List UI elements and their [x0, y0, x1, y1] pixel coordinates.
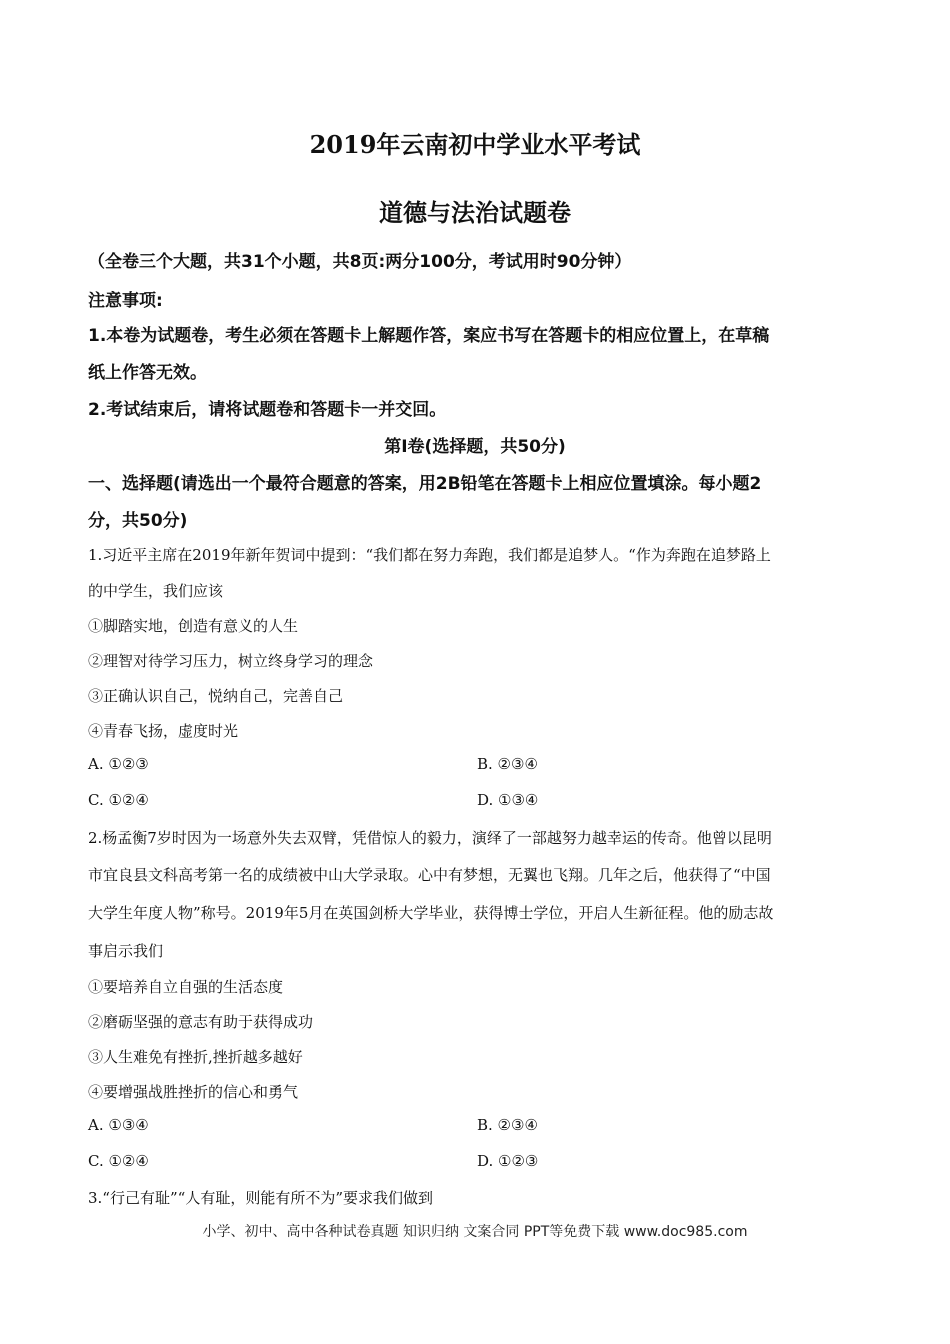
page-title: 2019年云南初中学业水平考试 [309, 130, 641, 159]
question-1-option-c: C. ①②④ [88, 791, 149, 809]
question-1-item: ③正确认识自己，悦纳自己，完善自己 [88, 687, 344, 705]
part-heading-cont: 分，共50分) [88, 511, 188, 531]
exam-info: （全卷三个大题，共31个小题，共8页:两分100分，考试用时90分钟） [88, 252, 632, 272]
question-1-stem: 1.习近平主席在2019年新年贺词中提到：“我们都在努力奔跑，我们都是追梦人。“作为奔跑在追梦路上 [88, 546, 771, 564]
question-1-item: ①脚踏实地，创造有意义的人生 [88, 617, 299, 635]
notice-heading: 注意事项: [88, 291, 163, 311]
notice-item-1-cont: 纸上作答无效。 [88, 363, 207, 383]
question-1-option-b: B. ②③④ [477, 755, 538, 773]
question-2-option-a: A. ①③④ [88, 1116, 149, 1134]
question-2-item: ①要培养自立自强的生活态度 [88, 978, 284, 996]
question-1-option-d: D. ①③④ [477, 791, 539, 809]
question-2-option-d: D. ①②③ [477, 1152, 539, 1170]
notice-item-2: 2.考试结束后，请将试题卷和答题卡一并交回。 [88, 400, 447, 420]
question-2-item: ③人生难免有挫折,挫折越多越好 [88, 1048, 303, 1066]
question-2-item: ②磨砺坚强的意志有助于获得成功 [88, 1013, 314, 1031]
question-2-item: ④要增强战胜挫折的信心和勇气 [88, 1083, 299, 1101]
question-3-stem: 3.“行己有耻”“人有耻，则能有所不为”要求我们做到 [88, 1189, 433, 1207]
page-subtitle: 道德与法治试题卷 [379, 198, 571, 227]
question-2-option-b: B. ②③④ [477, 1116, 538, 1134]
question-1-item: ④青春飞扬，虚度时光 [88, 722, 239, 740]
section-title: 第Ⅰ卷(选择题，共50分) [384, 437, 566, 457]
page-footer: 小学、初中、高中各种试卷真题 知识归纳 文案合同 PPT等免费下载 www.doc985.com [202, 1224, 748, 1240]
question-2-option-c: C. ①②④ [88, 1152, 149, 1170]
question-2-stem-cont: 大学生年度人物”称号。2019年5月在英国剑桥大学毕业，获得博士学位，开启人生新征程。他的励志故 [88, 904, 774, 922]
question-2-stem: 2.杨孟衡7岁时因为一场意外失去双臂，凭借惊人的毅力，演绎了一部越努力越幸运的传奇。他曾以昆明 [88, 829, 772, 847]
question-2-stem-cont: 事启示我们 [88, 942, 164, 960]
notice-item-1: 1.本卷为试题卷，考生必须在答题卡上解题作答，案应书写在答题卡的相应位置上，在草稿 [88, 326, 770, 346]
question-1-item: ②理智对待学习压力，树立终身学习的理念 [88, 652, 374, 670]
part-heading: 一、选择题(请选出一个最符合题意的答案，用2B铅笔在答题卡上相应位置填涂。每小题2 [88, 474, 762, 494]
question-1-stem-cont: 的中学生，我们应该 [88, 582, 224, 600]
question-1-option-a: A. ①②③ [88, 755, 149, 773]
question-2-stem-cont: 市宜良县文科高考第一名的成绩被中山大学录取。心中有梦想，无翼也飞翔。几年之后，他获得了“中国 [88, 866, 771, 884]
